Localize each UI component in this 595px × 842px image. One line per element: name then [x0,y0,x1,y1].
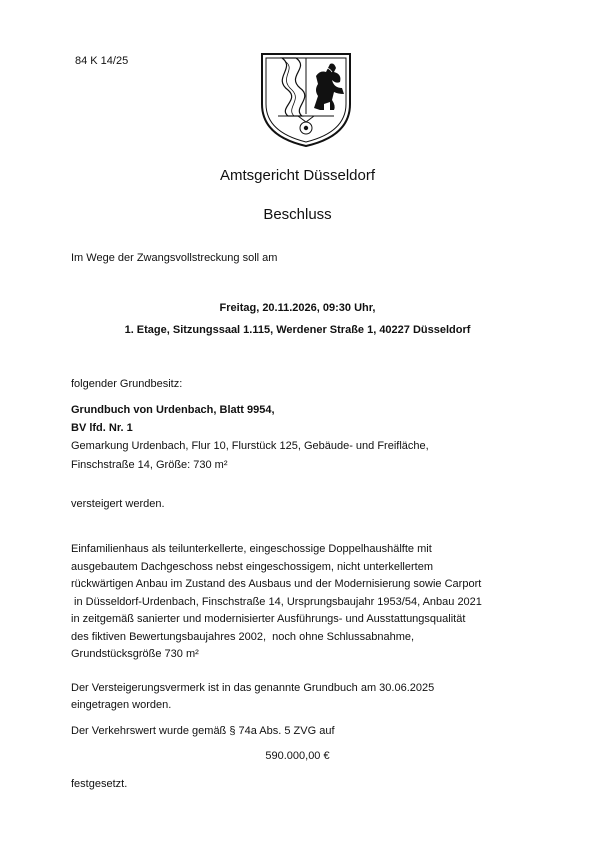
parcel-line-2: Finschstraße 14, Größe: 730 m² [71,459,228,471]
case-number: 84 K 14/25 [75,55,129,67]
description-line: ausgebautem Dachgeschoss nebst eingeschossigem, nicht unterkellertem [71,560,433,573]
auction-location: 1. Etage, Sitzungssaal 1.115, Werdener Straße 1, 40227 Düsseldorf [124,324,471,336]
description-line: des fiktiven Bewertungsbaujahres 2002, noch ohne Schlussabnahme, [71,630,415,643]
bv-number: BV lfd. Nr. 1 [71,422,133,434]
registration-note-line-2: eingetragen worden. [71,699,172,711]
document-type: Beschluss [263,206,332,223]
description-line: in Düsseldorf-Urdenbach, Finschstraße 14, Ursprungsbaujahr 1953/54, Anbau 2021 [71,595,482,608]
description-line: in zeitgemäß sanierter und modernisierter Ausführungs- und Ausstattungsqualität [71,613,466,625]
market-value: 590.000,00 € [265,750,330,762]
closing-text: festgesetzt. [71,778,128,790]
parcel-line-1: Gemarkung Urdenbach, Flur 10, Flurstück 125, Gebäude- und Freifläche, [71,440,429,452]
coat-of-arms-emblem [258,50,354,148]
court-name: Amtsgericht Düsseldorf [219,167,376,184]
description-line: rückwärtigen Anbau im Zustand des Ausbaus und der Modernisierung sowie Carport [71,578,482,590]
description-line: Grundstücksgröße 730 m² [71,648,199,660]
auction-phrase: versteigert werden. [71,498,165,510]
market-value-intro: Der Verkehrswert wurde gemäß § 74a Abs. 5 ZVG auf [71,725,335,737]
description-line: Einfamilienhaus als teilunterkellerte, eingeschossige Doppelhaushälfte mit [71,543,432,555]
auction-date: Freitag, 20.11.2026, 09:30 Uhr, [219,302,376,314]
property-intro: folgender Grundbesitz: [71,378,183,390]
land-register-entry: Grundbuch von Urdenbach, Blatt 9954, [71,404,275,416]
registration-note-line-1: Der Versteigerungsvermerk ist in das genannte Grundbuch am 30.06.2025 [71,682,435,694]
intro-text: Im Wege der Zwangsvollstreckung soll am [71,252,278,264]
property-description [71,541,482,664]
